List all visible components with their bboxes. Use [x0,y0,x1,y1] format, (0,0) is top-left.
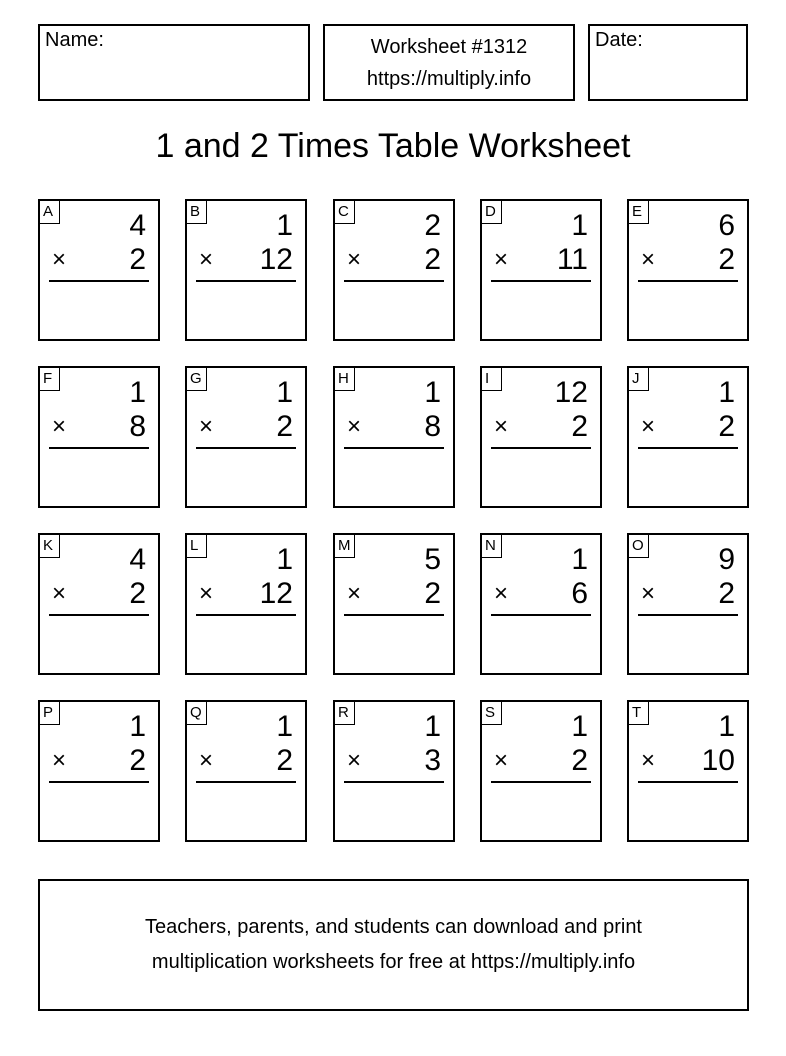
multiplicand: 1 [276,209,293,242]
answer-line [344,614,444,616]
multiplicand: 1 [424,376,441,409]
times-sign: × [199,246,214,273]
multiplier: 2 [129,243,146,276]
problem-letter: I [482,368,502,391]
multiplicand: 12 [554,376,588,409]
multiplicand: 9 [718,543,735,576]
multiplicand: 1 [718,710,735,743]
multiplier: 2 [276,744,293,777]
multiplier: 10 [701,744,735,777]
problem-card [38,533,160,675]
times-sign: × [199,413,214,440]
times-sign: × [347,413,362,440]
problem-card [185,199,307,341]
problem-letter: D [482,201,502,224]
multiplier: 2 [424,577,441,610]
answer-line [491,447,591,449]
problem-card [333,199,455,341]
multiplier: 12 [259,577,293,610]
worksheet-number: Worksheet #1312 [370,36,528,58]
problem-letter: S [482,702,502,725]
multiplier: 2 [276,410,293,443]
problem-card [333,366,455,508]
problem-letter: L [187,535,207,558]
problem-card [627,366,749,508]
multiplier: 2 [129,744,146,777]
problem-letter: F [40,368,60,391]
answer-line [196,447,296,449]
worksheet-url: https://multiply.info [366,68,532,90]
multiplicand: 1 [276,376,293,409]
multiplicand: 6 [718,209,735,242]
multiplicand: 1 [129,710,146,743]
multiplicand: 1 [571,543,588,576]
problem-card [333,533,455,675]
times-sign: × [347,246,362,273]
problem-letter: M [335,535,355,558]
answer-line [344,280,444,282]
problem-letter: C [335,201,355,224]
answer-line [638,614,738,616]
multiplicand: 1 [276,543,293,576]
problem-letter: Q [187,702,207,725]
multiplicand: 1 [571,209,588,242]
multiplier: 2 [718,410,735,443]
multiplier: 2 [129,577,146,610]
problem-letter: T [629,702,649,725]
answer-line [491,781,591,783]
multiplicand: 4 [129,543,146,576]
problem-letter: A [40,201,60,224]
answer-line [196,614,296,616]
times-sign: × [494,246,509,273]
multiplier: 2 [571,410,588,443]
times-sign: × [494,413,509,440]
times-sign: × [52,246,67,273]
answer-line [344,447,444,449]
problem-card [627,533,749,675]
problem-card [480,533,602,675]
multiplier: 8 [424,410,441,443]
problem-letter: O [629,535,649,558]
answer-line [49,614,149,616]
problem-card [38,366,160,508]
multiplier: 8 [129,410,146,443]
problem-card [480,700,602,842]
answer-line [344,781,444,783]
multiplier: 3 [424,744,441,777]
problem-letter: K [40,535,60,558]
footer-line-1: Teachers, parents, and students can download and print [145,916,642,938]
problem-letter: R [335,702,355,725]
worksheet-info-box [323,24,575,101]
problem-card [185,700,307,842]
multiplier: 12 [259,243,293,276]
problem-card [480,199,602,341]
answer-line [49,280,149,282]
problem-card [627,700,749,842]
multiplicand: 1 [571,710,588,743]
multiplier: 11 [556,243,588,276]
multiplier: 2 [718,243,735,276]
problem-grid [38,199,749,842]
problem-letter: H [335,368,355,391]
page-title: 1 and 2 Times Table Worksheet [155,127,631,165]
problem-card [185,533,307,675]
multiplier: 6 [571,577,588,610]
problem-card [480,366,602,508]
times-sign: × [52,413,67,440]
multiplicand: 2 [424,209,441,242]
answer-line [638,447,738,449]
answer-line [196,781,296,783]
problem-card [38,700,160,842]
multiplicand: 1 [129,376,146,409]
times-sign: × [494,747,509,774]
multiplicand: 1 [276,710,293,743]
answer-line [49,447,149,449]
problem-card [38,199,160,341]
times-sign: × [199,580,214,607]
answer-line [638,280,738,282]
date-label: Date: [595,29,643,51]
times-sign: × [52,747,67,774]
multiplicand: 4 [129,209,146,242]
problem-card [333,700,455,842]
problem-card [185,366,307,508]
footer-box [38,879,749,1011]
times-sign: × [52,580,67,607]
times-sign: × [347,747,362,774]
problem-letter: B [187,201,207,224]
footer-line-2: multiplication worksheets for free at https://multiply.info [151,951,636,973]
answer-line [491,614,591,616]
problem-card [627,199,749,341]
problem-letter: E [629,201,649,224]
name-label: Name: [45,29,104,51]
answer-line [638,781,738,783]
times-sign: × [494,580,509,607]
multiplier: 2 [571,744,588,777]
name-field-box [38,24,310,101]
times-sign: × [641,413,656,440]
multiplier: 2 [718,577,735,610]
times-sign: × [641,747,656,774]
problem-letter: N [482,535,502,558]
answer-line [49,781,149,783]
times-sign: × [199,747,214,774]
problem-letter: J [629,368,649,391]
date-field-box [588,24,748,101]
multiplicand: 5 [424,543,441,576]
multiplicand: 1 [718,376,735,409]
multiplier: 2 [424,243,441,276]
problem-letter: P [40,702,60,725]
times-sign: × [347,580,362,607]
times-sign: × [641,580,656,607]
answer-line [196,280,296,282]
answer-line [491,280,591,282]
times-sign: × [641,246,656,273]
problem-letter: G [187,368,207,391]
multiplicand: 1 [424,710,441,743]
